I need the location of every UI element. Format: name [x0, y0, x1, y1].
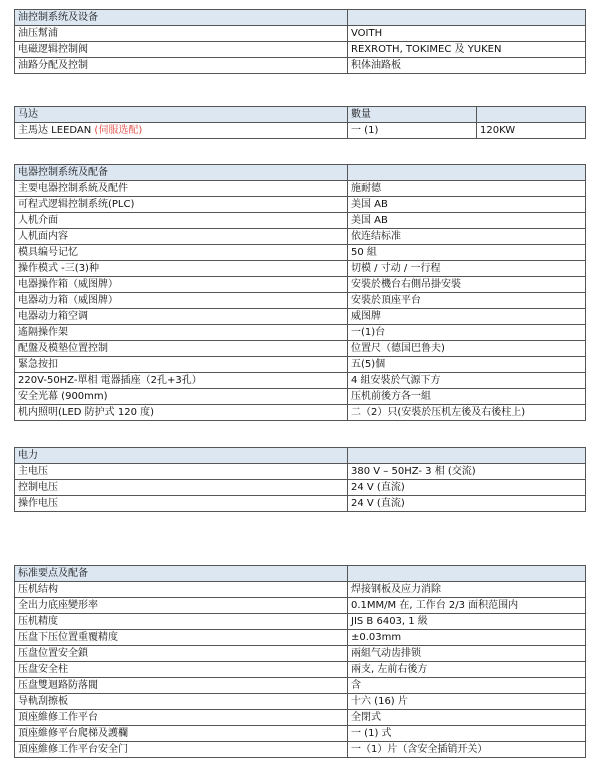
table-row: [15, 678, 586, 694]
spec-label: 机内照明(LED 防护式 120 度): [15, 405, 348, 421]
spec-value: 一 (1) 式: [348, 726, 586, 742]
power-title-blank: [348, 448, 586, 464]
motor-title: 马达: [15, 107, 348, 123]
spec-value: 50 組: [348, 245, 586, 261]
servo-option-note: (伺服选配): [94, 124, 143, 136]
spec-label: 配盤及模墊位置控制: [15, 341, 348, 357]
spec-value: 含: [348, 678, 586, 694]
table-row: [15, 710, 586, 726]
table-row: [15, 341, 586, 357]
electrical-table: [14, 164, 586, 421]
spec-value: 美国 AB: [348, 213, 586, 229]
table-row: [15, 630, 586, 646]
spec-label: 电器动力箱（威图牌）: [15, 293, 348, 309]
spec-label: 人机面内容: [15, 229, 348, 245]
spec-label: 操作模式 -三(3)种: [15, 261, 348, 277]
table-row: [15, 646, 586, 662]
table-row: [15, 277, 586, 293]
spec-label: 导軌刮擦板: [15, 694, 348, 710]
oil-control-table: [14, 9, 586, 74]
table-row: [15, 245, 586, 261]
spec-value: 积体油路板: [348, 58, 586, 74]
table-row: [15, 480, 586, 496]
spec-label: 油压幫浦: [15, 26, 348, 42]
table-row: [15, 58, 586, 74]
motor-qty: 一 (1): [348, 123, 477, 139]
spec-value: REXROTH, TOKIMEC 及 YUKEN: [348, 42, 586, 58]
table-row: [15, 261, 586, 277]
spec-value: ±0.03mm: [348, 630, 586, 646]
spec-label: 压机结构: [15, 582, 348, 598]
spec-label: 控制电压: [15, 480, 348, 496]
table-row: [15, 582, 586, 598]
motor-table: [14, 106, 586, 139]
spec-label: 頂座維修平台爬梯及護欄: [15, 726, 348, 742]
spec-label: 压盘安全柱: [15, 662, 348, 678]
spec-value: 24 V (直流): [348, 480, 586, 496]
spec-value: 0.1MM/M 在, 工作台 2/3 面积范围内: [348, 598, 586, 614]
table-row: [15, 26, 586, 42]
power-table: [14, 447, 586, 512]
spec-value: 安裝於機台右側吊掛安裝: [348, 277, 586, 293]
spec-label: 电器操作箱（威图牌）: [15, 277, 348, 293]
spec-value: VOITH: [348, 26, 586, 42]
spec-value: 安裝於頂座平台: [348, 293, 586, 309]
spec-label: 油路分配及控制: [15, 58, 348, 74]
table-row: [15, 662, 586, 678]
table-row: [15, 293, 586, 309]
spec-label: 人机介面: [15, 213, 348, 229]
table-row: [15, 373, 586, 389]
table-row: [15, 726, 586, 742]
table-row: [15, 614, 586, 630]
spec-label: 頂座維修工作平台安全门: [15, 742, 348, 758]
spec-value: 依连结标准: [348, 229, 586, 245]
electrical-title-blank: [348, 165, 586, 181]
table-row: [15, 598, 586, 614]
spec-value: 24 V (直流): [348, 496, 586, 512]
table-row: [15, 405, 586, 421]
motor-power-header-blank: [477, 107, 586, 123]
table-row: [15, 464, 586, 480]
spec-label: 全出力底座變形率: [15, 598, 348, 614]
table-row: [15, 123, 586, 139]
electrical-title: 电器控制系统及配备: [15, 165, 348, 181]
spec-value: 兩支, 左前右後方: [348, 662, 586, 678]
spec-value: 焊接钢板及应力消除: [348, 582, 586, 598]
spec-value: 380 V – 50HZ- 3 相 (交流): [348, 464, 586, 480]
spec-label: [15, 123, 348, 139]
standard-features-title: 标准要点及配备: [15, 566, 348, 582]
spec-value: 美国 AB: [348, 197, 586, 213]
spec-label: 安全光幕 (900mm): [15, 389, 348, 405]
table-row: [15, 742, 586, 758]
table-row: [15, 325, 586, 341]
spec-label: 可程式逻辑控制系统(PLC): [15, 197, 348, 213]
power-title: 电力: [15, 448, 348, 464]
spec-label: 主要电器控制系統及配件: [15, 181, 348, 197]
spec-value: 全閉式: [348, 710, 586, 726]
spec-label: 压机精度: [15, 614, 348, 630]
spec-label: 压盘位置安全鎖: [15, 646, 348, 662]
table-row: [15, 496, 586, 512]
spec-value: 威图牌: [348, 309, 586, 325]
motor-power: 120KW: [477, 123, 586, 139]
spec-value: 兩組气动齿排锁: [348, 646, 586, 662]
spec-label: 模具编号记忆: [15, 245, 348, 261]
spec-label: 电磁逻辑控制阀: [15, 42, 348, 58]
spec-value: 位置尺（德国巴鲁夫): [348, 341, 586, 357]
oil-control-title: 油控制系统及设备: [15, 10, 348, 26]
spec-value: 4 組安裝於气源下方: [348, 373, 586, 389]
spec-value: 十六 (16) 片: [348, 694, 586, 710]
motor-label: 主馬达 LEEDAN: [18, 124, 92, 136]
table-row: [15, 309, 586, 325]
spec-label: 电器动力箱空调: [15, 309, 348, 325]
spec-value: 二（2）只(安裝於压机左後及右後柱上): [348, 405, 586, 421]
spec-value: 切模 / 寸动 / 一行程: [348, 261, 586, 277]
spec-label: 220V-50HZ-單相 電器插座（2孔+3孔）: [15, 373, 348, 389]
spec-value: JIS B 6403, 1 級: [348, 614, 586, 630]
spec-value: 压机前後方各一組: [348, 389, 586, 405]
table-row: [15, 357, 586, 373]
spec-value: 五(5)個: [348, 357, 586, 373]
spec-label: 操作电压: [15, 496, 348, 512]
spec-label: 緊急按扣: [15, 357, 348, 373]
spec-label: 压盘雙迴路防落閥: [15, 678, 348, 694]
table-row: [15, 42, 586, 58]
table-row: [15, 389, 586, 405]
oil-control-title-blank: [348, 10, 586, 26]
spec-value: 一(1)台: [348, 325, 586, 341]
standard-features-table: [14, 565, 586, 758]
table-row: [15, 694, 586, 710]
spec-label: 压盘下压位置重覆精度: [15, 630, 348, 646]
standard-features-title-blank: [348, 566, 586, 582]
motor-qty-header: 數量: [348, 107, 477, 123]
table-row: [15, 181, 586, 197]
table-row: [15, 197, 586, 213]
spec-label: 遙隔操作架: [15, 325, 348, 341]
table-row: [15, 229, 586, 245]
spec-value: 施耐德: [348, 181, 586, 197]
table-row: [15, 213, 586, 229]
spec-label: 主电压: [15, 464, 348, 480]
spec-value: 一（1）片（含安全插销开关）: [348, 742, 586, 758]
spec-label: 頂座維修工作平台: [15, 710, 348, 726]
